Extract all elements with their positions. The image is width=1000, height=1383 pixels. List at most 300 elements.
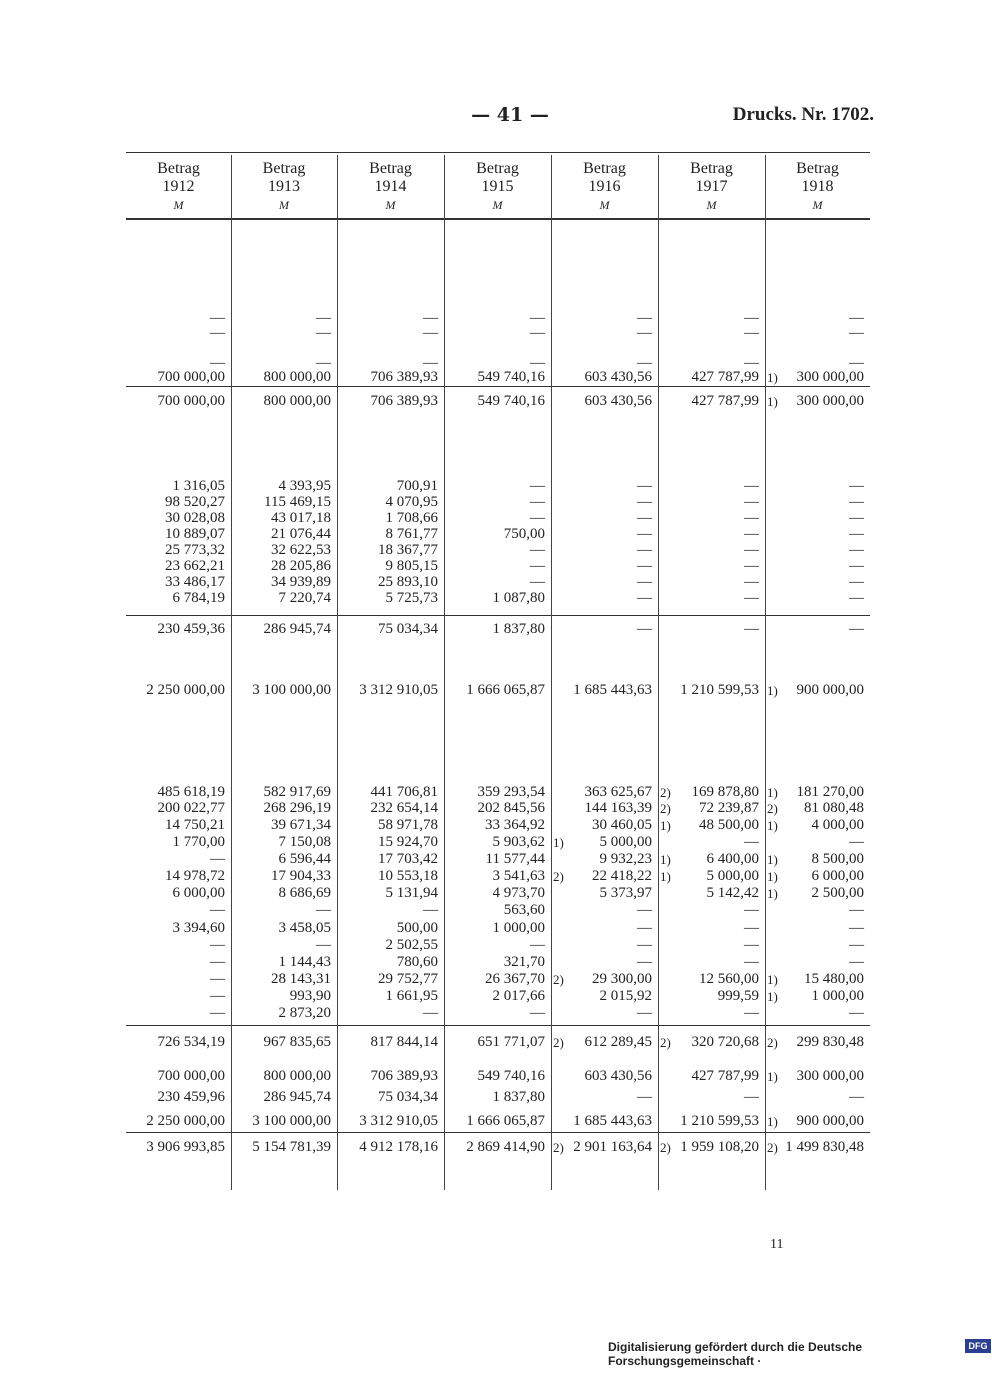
table-cell: 34 939,89: [271, 574, 331, 590]
table-cell: 39 671,34: [271, 817, 331, 833]
table-cell: 3 312 910,05: [359, 682, 438, 698]
table-rule: [126, 1132, 870, 1133]
table-cell: 7 220,74: [278, 590, 331, 606]
table-cell: 7 150,08: [278, 834, 331, 850]
table-cell: 22 418,22: [592, 868, 652, 884]
table-cell: —: [210, 851, 225, 867]
column-header-year: 1916: [588, 178, 621, 195]
footnote-marker: 2): [767, 1035, 778, 1050]
table-cell: 25 893,10: [378, 574, 438, 590]
table-cell: —: [210, 902, 225, 918]
table-cell: 25 773,32: [165, 542, 225, 558]
column-header-year: 1913: [268, 178, 300, 195]
table-cell: 967 835,65: [263, 1034, 331, 1050]
table-cell: —: [744, 558, 759, 574]
table-cell: —: [637, 902, 652, 918]
table-cell: 5 373,97: [599, 885, 652, 901]
footnote-marker: 1): [767, 886, 778, 901]
table-cell: 1 661,95: [385, 988, 438, 1004]
table-cell: 1 685 443,63: [573, 1113, 652, 1129]
table-cell: 4 393,95: [278, 478, 331, 494]
column-header-year: 1914: [374, 178, 407, 195]
table-cell: —: [637, 621, 652, 637]
table-cell: —: [744, 1089, 759, 1105]
table-cell: —: [849, 834, 864, 850]
table-cell: 33 364,92: [485, 817, 545, 833]
table-cell: 427 787,99: [691, 369, 759, 385]
table-cell: 202 845,56: [477, 800, 545, 816]
footnote-marker: 1): [767, 989, 778, 1004]
table-cell: 98 520,27: [165, 494, 225, 510]
table-cell: 9 805,15: [385, 558, 438, 574]
table-cell: 993,90: [289, 988, 331, 1004]
table-cell: —: [744, 902, 759, 918]
footnote-marker: 1): [767, 683, 778, 698]
table-cell: 750,00: [503, 526, 545, 542]
table-cell: 32 622,53: [271, 542, 331, 558]
table-cell: 359 293,54: [477, 784, 545, 800]
table-cell: —: [744, 834, 759, 850]
table-cell: —: [637, 526, 652, 542]
table-cell: 612 289,45: [584, 1034, 652, 1050]
footnote-marker: 1): [767, 852, 778, 867]
table-cell: —: [637, 937, 652, 953]
table-cell: —: [210, 988, 225, 1004]
table-cell: 3 458,05: [278, 920, 331, 936]
table-cell: —: [423, 902, 438, 918]
table-cell: 3 100 000,00: [252, 1113, 331, 1129]
table-cell: 5 142,42: [706, 885, 759, 901]
column-header-label: Betrag: [476, 160, 519, 177]
table-cell: —: [744, 526, 759, 542]
table-cell: 3 394,60: [172, 920, 225, 936]
table-cell: 817 844,14: [370, 1034, 438, 1050]
column-header-unit: M: [279, 198, 289, 212]
table-cell: —: [637, 1005, 652, 1021]
table-cell: —: [530, 558, 545, 574]
table-cell: 8 686,69: [278, 885, 331, 901]
table-cell: 4 070,95: [385, 494, 438, 510]
column-header: [337, 160, 444, 214]
table-cell: 603 430,56: [584, 1068, 652, 1084]
table-cell: —: [210, 937, 225, 953]
table-cell: 700 000,00: [157, 369, 225, 385]
table-cell: 706 389,93: [370, 393, 438, 409]
footnote-marker: 1): [767, 869, 778, 884]
footnote-marker: 1): [767, 785, 778, 800]
column-header: [658, 160, 765, 214]
table-cell: 5 000,00: [706, 868, 759, 884]
table-cell: —: [530, 542, 545, 558]
table-cell: 30 028,08: [165, 510, 225, 526]
footnote-marker: 2): [553, 1140, 564, 1155]
table-cell: 144 163,39: [584, 800, 652, 816]
table-cell: 30 460,05: [592, 817, 652, 833]
table-cell: 6 596,44: [278, 851, 331, 867]
table-cell: —: [744, 590, 759, 606]
table-cell: 363 625,67: [584, 784, 652, 800]
table-cell: —: [530, 494, 545, 510]
table-cell: —: [530, 355, 545, 371]
table-cell: 14 750,21: [165, 817, 225, 833]
document-number: Drucks. Nr. 1702.: [732, 104, 874, 125]
table-cell: —: [423, 1005, 438, 1021]
table-cell: —: [637, 310, 652, 326]
table-cell: 1 770,00: [172, 834, 225, 850]
table-cell: 6 784,19: [172, 590, 225, 606]
table-cell: —: [744, 494, 759, 510]
table-cell: —: [316, 355, 331, 371]
table-cell: —: [744, 355, 759, 371]
table-cell: 3 906 993,85: [146, 1139, 225, 1155]
table-cell: 603 430,56: [584, 393, 652, 409]
table-cell: 700,91: [396, 478, 438, 494]
table-cell: 72 239,87: [699, 800, 759, 816]
column-header-year: 1912: [162, 178, 195, 195]
table-cell: 28 143,31: [271, 971, 331, 987]
table-cell: —: [423, 355, 438, 371]
table-cell: 427 787,99: [691, 1068, 759, 1084]
table-cell: —: [637, 542, 652, 558]
footnote-marker: 1): [767, 394, 778, 409]
table-cell: 29 752,77: [378, 971, 438, 987]
table-cell: —: [530, 1005, 545, 1021]
table-cell: 1 837,80: [492, 621, 545, 637]
table-cell: 11 577,44: [485, 851, 545, 867]
table-cell: —: [849, 542, 864, 558]
table-cell: 1 499 830,48: [785, 1139, 864, 1155]
table-cell: 5 725,73: [385, 590, 438, 606]
table-cell: 427 787,99: [691, 393, 759, 409]
table-cell: —: [637, 478, 652, 494]
table-cell: 2 250 000,00: [146, 1113, 225, 1129]
table-cell: —: [637, 558, 652, 574]
table-cell: —: [530, 510, 545, 526]
table-cell: —: [849, 558, 864, 574]
table-cell: 230 459,36: [157, 621, 225, 637]
table-cell: —: [210, 971, 225, 987]
table-cell: 1 959 108,20: [680, 1139, 759, 1155]
footnote-marker: 1): [660, 869, 671, 884]
table-cell: 15 480,00: [804, 971, 864, 987]
table-cell: —: [637, 954, 652, 970]
column-header: [765, 160, 870, 214]
table-cell: 58 971,78: [378, 817, 438, 833]
table-cell: 200 022,77: [157, 800, 225, 816]
table-cell: 286 945,74: [263, 1089, 331, 1105]
footnote-marker: 2): [767, 801, 778, 816]
table-cell: —: [316, 325, 331, 341]
table-cell: 582 917,69: [263, 784, 331, 800]
table-cell: 300 000,00: [796, 1068, 864, 1084]
table-cell: 563,60: [503, 902, 545, 918]
table-cell: 1 000,00: [811, 988, 864, 1004]
column-header-unit: M: [385, 198, 396, 212]
table-cell: 2 901 163,64: [573, 1139, 652, 1155]
table-cell: 14 978,72: [165, 868, 225, 884]
table-cell: 2 873,20: [278, 1005, 331, 1021]
table-cell: —: [744, 325, 759, 341]
table-cell: 26 367,70: [485, 971, 545, 987]
table-cell: 10 553,18: [378, 868, 438, 884]
column-header-label: Betrag: [157, 160, 200, 177]
table-cell: —: [849, 590, 864, 606]
footnote-marker: 2): [553, 972, 564, 987]
table-cell: 2 500,00: [811, 885, 864, 901]
table-cell: 5 131,94: [385, 885, 438, 901]
table-cell: 4 000,00: [811, 817, 864, 833]
table-cell: —: [637, 574, 652, 590]
table-cell: 700 000,00: [157, 393, 225, 409]
table-cell: 8 761,77: [385, 526, 438, 542]
table-cell: 286 945,74: [263, 621, 331, 637]
table-cell: 3 541,63: [492, 868, 545, 884]
table-cell: —: [849, 510, 864, 526]
table-cell: 33 486,17: [165, 574, 225, 590]
table-cell: 1 000,00: [492, 920, 545, 936]
table-cell: —: [530, 937, 545, 953]
table-cell: —: [849, 574, 864, 590]
digitization-credit: Digitalisierung gefördert durch die Deutsche Forschungsgemeinschaft ·: [608, 1340, 863, 1368]
table-cell: 268 296,19: [263, 800, 331, 816]
table-cell: 29 300,00: [592, 971, 652, 987]
table-cell: —: [637, 325, 652, 341]
table-cell: 43 017,18: [271, 510, 331, 526]
column-header-label: Betrag: [690, 160, 733, 177]
footnote-marker: 2): [660, 1140, 671, 1155]
table-rule: [126, 615, 870, 616]
table-cell: 81 080,48: [804, 800, 864, 816]
footnote-marker: 1): [767, 370, 778, 385]
table-cell: 800 000,00: [263, 393, 331, 409]
table-cell: —: [210, 954, 225, 970]
table-cell: —: [744, 510, 759, 526]
column-header-label: Betrag: [583, 160, 626, 177]
column-header: [551, 160, 658, 214]
table-cell: —: [316, 937, 331, 953]
column-header: [126, 160, 231, 214]
table-cell: 441 706,81: [370, 784, 438, 800]
column-header-year: 1917: [695, 178, 728, 195]
table-cell: 6 000,00: [811, 868, 864, 884]
table-cell: 5 903,62: [492, 834, 545, 850]
table-cell: 17 904,33: [271, 868, 331, 884]
table-cell: 181 270,00: [796, 784, 864, 800]
table-cell: 2 250 000,00: [146, 682, 225, 698]
table-cell: 75 034,34: [378, 621, 438, 637]
column-header-label: Betrag: [262, 160, 306, 177]
footnote-marker: 2): [767, 1140, 778, 1155]
table-cell: 1 316,05: [172, 478, 225, 494]
footnote-marker: 2): [660, 801, 671, 816]
table-cell: 1 708,66: [385, 510, 438, 526]
table-cell: 549 740,16: [477, 1068, 545, 1084]
table-cell: —: [849, 621, 864, 637]
table-cell: —: [744, 937, 759, 953]
table-cell: 5 000,00: [599, 834, 652, 850]
table-cell: 2 015,92: [599, 988, 652, 1004]
table-cell: —: [849, 920, 864, 936]
table-cell: 1 210 599,53: [680, 682, 759, 698]
column-header: [231, 160, 337, 214]
table-cell: —: [530, 478, 545, 494]
column-header-unit: M: [706, 198, 717, 212]
table-cell: 230 459,96: [157, 1089, 225, 1105]
table-cell: 700 000,00: [157, 1068, 225, 1084]
table-cell: 800 000,00: [263, 369, 331, 385]
column-header-year: 1915: [481, 178, 514, 195]
table-cell: 115 469,15: [264, 494, 331, 510]
table-rule: [126, 1025, 870, 1026]
column-header-label: Betrag: [369, 160, 412, 177]
footnote-marker: 1): [767, 972, 778, 987]
table-cell: —: [210, 1005, 225, 1021]
table-cell: 23 662,21: [165, 558, 225, 574]
table-cell: 300 000,00: [796, 393, 864, 409]
table-cell: 706 389,93: [370, 369, 438, 385]
table-cell: —: [744, 310, 759, 326]
table-cell: 549 740,16: [477, 393, 545, 409]
table-cell: 321,70: [503, 954, 545, 970]
footnote-marker: 1): [767, 1069, 778, 1084]
table-cell: 1 144,43: [278, 954, 331, 970]
table-cell: 5 154 781,39: [252, 1139, 331, 1155]
table-cell: —: [423, 310, 438, 326]
table-cell: 10 889,07: [165, 526, 225, 542]
footnote-marker: 1): [660, 818, 671, 833]
table-cell: —: [744, 920, 759, 936]
table-cell: 4 912 178,16: [359, 1139, 438, 1155]
table-cell: —: [849, 325, 864, 341]
table-cell: 8 500,00: [811, 851, 864, 867]
table-cell: 1 685 443,63: [573, 682, 652, 698]
footnote-marker: 1): [767, 1114, 778, 1129]
table-cell: 780,60: [396, 954, 438, 970]
table-cell: 2 502,55: [385, 937, 438, 953]
table-cell: 300 000,00: [796, 369, 864, 385]
table-rule: [126, 386, 870, 387]
column-header-year: 1918: [801, 178, 834, 195]
table-cell: —: [849, 1005, 864, 1021]
table-cell: 500,00: [396, 920, 438, 936]
table-cell: 320 720,68: [691, 1034, 759, 1050]
table-cell: —: [849, 355, 864, 371]
table-cell: —: [530, 574, 545, 590]
table-cell: —: [744, 478, 759, 494]
table-cell: 6 400,00: [706, 851, 759, 867]
table-cell: —: [637, 355, 652, 371]
footnote-marker: 2): [553, 1035, 564, 1050]
table-cell: 2 869 414,90: [466, 1139, 545, 1155]
table-cell: —: [637, 510, 652, 526]
table-cell: 1 666 065,87: [466, 1113, 545, 1129]
column-header-label: Betrag: [796, 160, 839, 177]
table-cell: —: [530, 310, 545, 326]
table-cell: —: [210, 355, 225, 371]
table-rule: [126, 218, 870, 220]
table-cell: —: [530, 325, 545, 341]
table-cell: 1 087,80: [492, 590, 545, 606]
footnote-marker: 2): [660, 785, 671, 800]
column-header-unit: M: [812, 198, 823, 212]
table-cell: 999,59: [717, 988, 759, 1004]
table-cell: 12 560,00: [699, 971, 759, 987]
table-cell: —: [637, 920, 652, 936]
table-cell: —: [744, 574, 759, 590]
column-header-unit: M: [492, 198, 503, 212]
table-cell: 18 367,77: [378, 542, 438, 558]
table-cell: 4 973,70: [492, 885, 545, 901]
table-cell: 800 000,00: [263, 1068, 331, 1084]
table-cell: —: [744, 542, 759, 558]
table-cell: 1 666 065,87: [466, 682, 545, 698]
column-header-unit: M: [173, 198, 184, 212]
table-cell: —: [849, 902, 864, 918]
column-header-unit: M: [599, 198, 610, 212]
table-cell: —: [637, 1089, 652, 1105]
table-cell: —: [744, 1005, 759, 1021]
table-cell: 549 740,16: [477, 369, 545, 385]
table-cell: —: [849, 1089, 864, 1105]
table-cell: 3 312 910,05: [359, 1113, 438, 1129]
table-cell: 651 771,07: [477, 1034, 545, 1050]
table-cell: 232 654,14: [370, 800, 438, 816]
table-rule: [126, 152, 870, 153]
table-cell: —: [849, 310, 864, 326]
table-cell: 726 534,19: [157, 1034, 225, 1050]
table-cell: —: [849, 494, 864, 510]
table-cell: 3 100 000,00: [252, 682, 331, 698]
table-cell: —: [849, 954, 864, 970]
table-cell: —: [849, 478, 864, 494]
table-cell: 1 837,80: [492, 1089, 545, 1105]
footnote-marker: 1): [767, 818, 778, 833]
table-cell: 48 500,00: [699, 817, 759, 833]
table-cell: 169 878,80: [691, 784, 759, 800]
table-cell: —: [316, 310, 331, 326]
table-cell: —: [210, 325, 225, 341]
table-cell: 299 830,48: [796, 1034, 864, 1050]
footnote-marker: 2): [660, 1035, 671, 1050]
column-header: [444, 160, 551, 214]
table-cell: —: [423, 325, 438, 341]
table-cell: 900 000,00: [796, 682, 864, 698]
table-cell: —: [637, 494, 652, 510]
table-cell: —: [316, 902, 331, 918]
page-number: — 41 —: [471, 104, 549, 126]
table-cell: 603 430,56: [584, 369, 652, 385]
footnote-marker: 1): [553, 835, 564, 850]
dfg-logo: DFG: [965, 1339, 991, 1353]
table-cell: 17 703,42: [378, 851, 438, 867]
table-cell: 75 034,34: [378, 1089, 438, 1105]
table-cell: 706 389,93: [370, 1068, 438, 1084]
table-cell: 9 932,23: [599, 851, 652, 867]
table-cell: 900 000,00: [796, 1113, 864, 1129]
table-cell: 485 618,19: [157, 784, 225, 800]
table-cell: 15 924,70: [378, 834, 438, 850]
table-cell: 28 205,86: [271, 558, 331, 574]
table-cell: —: [210, 310, 225, 326]
table-cell: 1 210 599,53: [680, 1113, 759, 1129]
folio-number: 11: [770, 1237, 784, 1252]
table-cell: —: [637, 590, 652, 606]
footnote-marker: 2): [553, 869, 564, 884]
footnote-marker: 1): [660, 852, 671, 867]
table-cell: —: [744, 621, 759, 637]
table-cell: —: [744, 954, 759, 970]
table-cell: 6 000,00: [172, 885, 225, 901]
